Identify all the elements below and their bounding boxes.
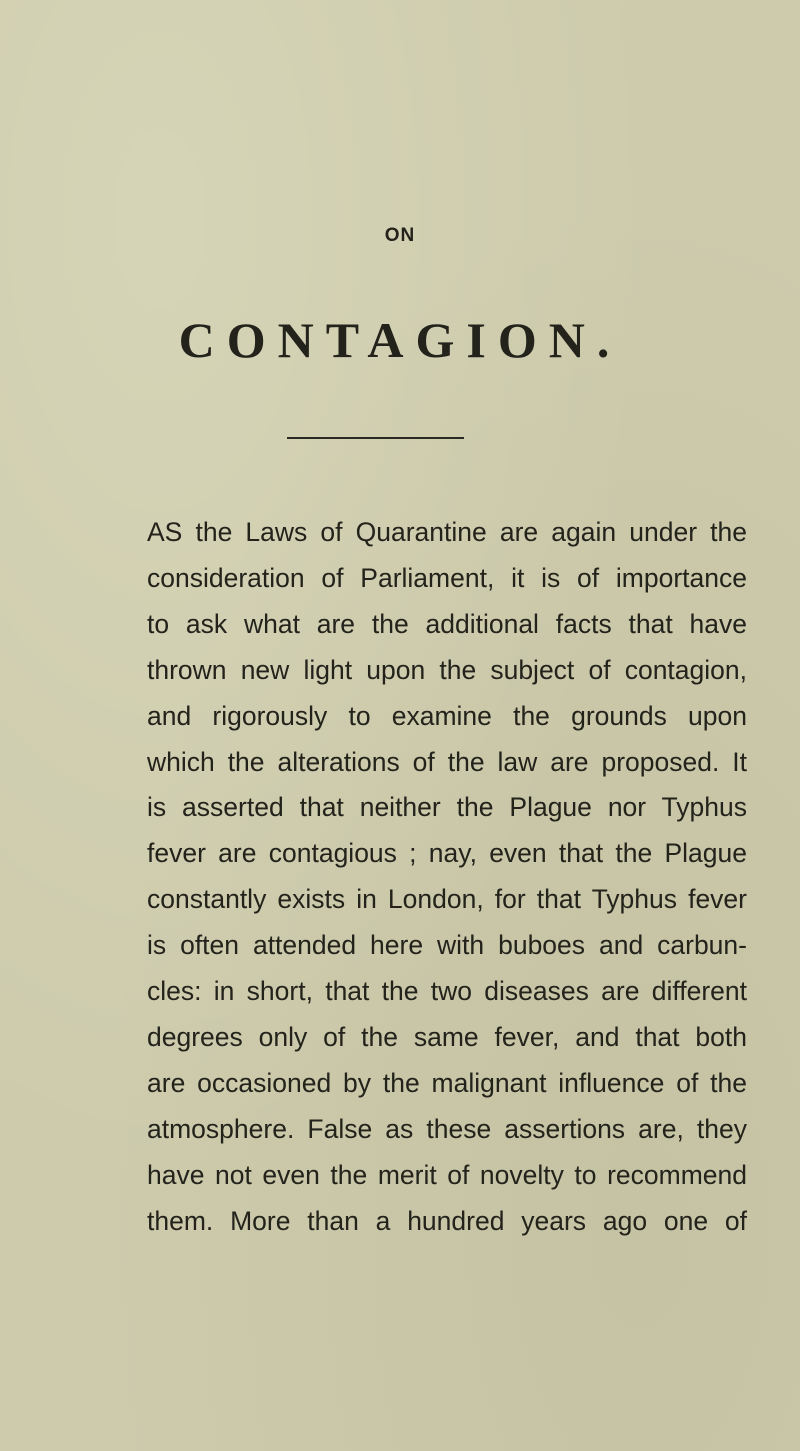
text-line: which the alterations of the law are proposed. It <box>147 746 747 777</box>
title-divider <box>287 437 464 439</box>
body-paragraph <box>147 510 747 1245</box>
text-line: and rigorously to examine the grounds upon <box>147 700 747 731</box>
text-line: are occasioned by the malignant influence of the <box>147 1067 747 1098</box>
text-line: thrown new light upon the subject of contagion, <box>147 654 747 685</box>
text-line: AS the Laws of Quarantine are again under the <box>147 517 747 547</box>
text-line: constantly exists in London, for that Typhus fever <box>147 884 747 915</box>
text-line: degrees only of the same fever, and that both <box>147 1021 747 1052</box>
text-line: cles: in short, that the two diseases are different <box>147 976 747 1007</box>
text-line: fever are contagious ; nay, even that the Plague <box>147 838 747 869</box>
text-line: consideration of Parliament, it is of importance <box>147 562 747 593</box>
text-line: have not even the merit of novelty to recommend <box>147 1159 747 1190</box>
title-prefix: ON <box>384 225 416 246</box>
text-line: is asserted that neither the Plague nor Typhus <box>147 792 747 823</box>
text-line: them. More than a hundred years ago one of <box>147 1205 747 1236</box>
text-line: atmosphere. False as these assertions are, they <box>147 1113 747 1144</box>
text-line: to ask what are the additional facts that have <box>147 608 747 639</box>
text-line: is often attended here with buboes and carbun- <box>147 930 747 961</box>
page-title: CONTAGION. <box>178 312 622 368</box>
